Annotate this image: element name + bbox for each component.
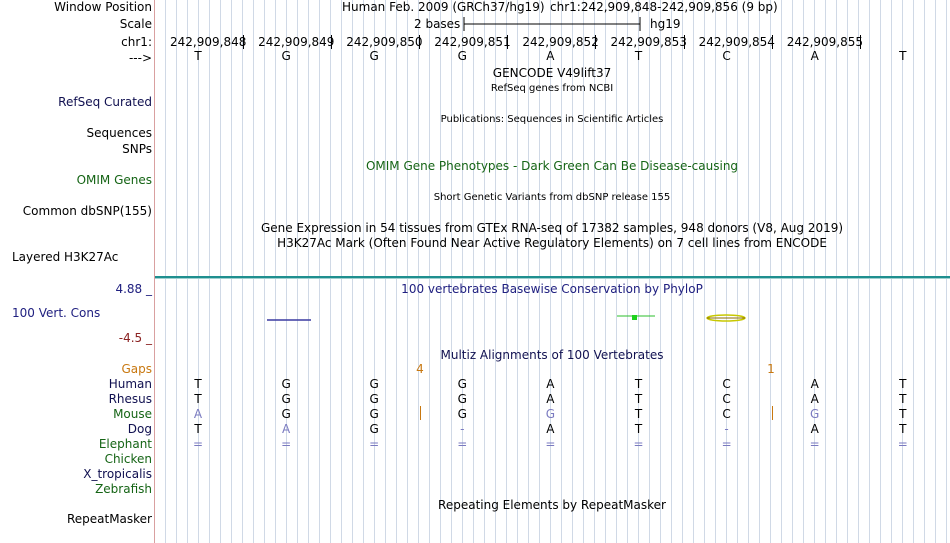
insertion-mark-2 — [772, 406, 773, 420]
dbsnp-title: Short Genetic Variants from dbSNP release 155 — [433, 192, 671, 203]
coordinate-label: 242,909,855 — [786, 35, 864, 49]
grid-line — [308, 0, 309, 543]
grid-line — [803, 0, 804, 543]
grid-line — [319, 0, 320, 543]
grid-line — [231, 0, 232, 543]
alignment-base-dog: - — [724, 422, 729, 436]
alignment-base-mouse: C — [722, 407, 731, 421]
alignment-base-rhesus: T — [194, 392, 202, 406]
reference-base: C — [722, 49, 731, 63]
dbsnp-label[interactable]: Common dbSNP(155) — [22, 204, 152, 218]
grid-line — [781, 0, 782, 543]
grid-line — [352, 0, 353, 543]
alignment-base-mouse: T — [634, 407, 643, 421]
alignment-base-dog: T — [194, 422, 202, 436]
species-rhesus-label: Rhesus — [108, 392, 152, 406]
grid-line — [946, 0, 947, 543]
refseq-subtitle: RefSeq genes from NCBI — [490, 83, 614, 94]
alignment-base-human: C — [722, 377, 731, 391]
alignment-base-dog: A — [281, 422, 291, 436]
grid-line — [693, 0, 694, 543]
phylop-max-label: 4.88 _ — [115, 282, 152, 296]
grid-line — [209, 0, 210, 543]
species-mouse-label: Mouse — [113, 407, 152, 421]
alignment-base-elephant: = — [281, 437, 292, 451]
alignment-base-dog: A — [546, 422, 555, 436]
grid-line — [748, 0, 749, 543]
grid-line — [462, 0, 463, 543]
alignment-base-rhesus: A — [546, 392, 555, 406]
grid-line — [836, 0, 837, 543]
strand-label: ---> — [128, 51, 152, 65]
scale-bar — [463, 17, 643, 31]
coordinate-label: 242,909,851 — [434, 35, 511, 49]
gap-count-2: 1 — [767, 362, 775, 376]
grid-line — [418, 0, 419, 543]
publications-title: Publications: Sequences in Scientific Articles — [440, 114, 664, 125]
grid-line — [715, 0, 716, 543]
alignment-base-elephant: = — [369, 437, 380, 451]
grid-line — [220, 0, 221, 543]
grid-line — [176, 0, 177, 543]
reference-base: T — [899, 49, 907, 63]
gencode-title[interactable]: GENCODE V49lift37 — [492, 66, 612, 80]
alignment-base-mouse: G — [281, 407, 291, 421]
scale-label: Scale — [119, 17, 152, 31]
alignment-base-human: T — [194, 377, 202, 391]
alignment-base-rhesus: T — [899, 392, 907, 406]
species-gaps-label: Gaps — [121, 362, 152, 376]
coordinate-label: 242,909,853 — [610, 35, 687, 49]
insertion-mark-1 — [420, 406, 421, 420]
assembly-title: Human Feb. 2009 (GRCh37/hg19) — [342, 0, 545, 14]
alignment-base-mouse: G — [810, 407, 820, 421]
grid-line — [286, 0, 287, 543]
alignment-base-rhesus: T — [634, 392, 643, 406]
alignment-base-human: A — [810, 377, 819, 391]
window-position-label: Window Position — [54, 0, 152, 14]
reference-base: A — [546, 49, 555, 63]
grid-line — [374, 0, 375, 543]
grid-line — [671, 0, 672, 543]
grid-line — [363, 0, 364, 543]
alignment-base-rhesus: G — [457, 392, 467, 406]
alignment-base-dog: - — [460, 422, 465, 436]
db-text: hg19 — [650, 17, 681, 31]
alignment-base-rhesus: A — [810, 392, 819, 406]
grid-line — [660, 0, 661, 543]
alignment-base-dog: G — [369, 422, 379, 436]
species-human-label: Human — [108, 377, 152, 391]
alignment-base-rhesus: G — [281, 392, 291, 406]
track-group-separator-shadow — [155, 278, 950, 279]
alignment-base-mouse: G — [369, 407, 379, 421]
grid-line — [242, 0, 243, 543]
alignment-base-mouse: A — [193, 407, 203, 421]
grid-line — [902, 0, 903, 543]
grid-line — [484, 0, 485, 543]
alignment-base-human: G — [369, 377, 379, 391]
grid-line — [814, 0, 815, 543]
coordinate-label: 242,909,849 — [258, 35, 335, 49]
alignment-base-elephant: = — [545, 437, 556, 451]
coordinate-label: 242,909,848 — [170, 35, 247, 49]
omim-label[interactable]: OMIM Genes — [76, 173, 152, 187]
grid-line — [792, 0, 793, 543]
grid-line — [759, 0, 760, 543]
h3k27ac-title: H3K27Ac Mark (Often Found Near Active Regulatory Elements) on 7 cell lines from ENCODE — [277, 236, 827, 250]
alignment-base-mouse: G — [545, 407, 556, 421]
repeatmasker-title: Repeating Elements by RepeatMasker — [438, 498, 666, 512]
grid-line — [638, 0, 639, 543]
alignment-base-human: G — [281, 377, 291, 391]
vert-cons-label[interactable]: 100 Vert. Cons — [12, 306, 101, 320]
coordinate-label: 242,909,854 — [698, 35, 775, 49]
grid-line — [429, 0, 430, 543]
h3k27ac-label[interactable]: Layered H3K27Ac — [12, 250, 119, 264]
repeatmasker-label[interactable]: RepeatMasker — [66, 512, 152, 526]
grid-line — [913, 0, 914, 543]
grid-line — [440, 0, 441, 543]
alignment-base-elephant: = — [809, 437, 820, 451]
sequences-label[interactable]: Sequences — [86, 126, 152, 140]
grid-line — [253, 0, 254, 543]
species-chicken-label: Chicken — [104, 452, 152, 466]
track-display[interactable] — [155, 0, 950, 543]
grid-line — [275, 0, 276, 543]
species-zebrafish-label: Zebrafish — [95, 482, 152, 496]
alignment-base-mouse: T — [899, 407, 907, 421]
grid-line — [682, 0, 683, 543]
grid-line — [264, 0, 265, 543]
grid-line — [737, 0, 738, 543]
scale-text: 2 bases — [414, 17, 461, 31]
grid-line — [341, 0, 342, 543]
reference-base: A — [810, 49, 819, 63]
alignment-base-rhesus: G — [369, 392, 379, 406]
alignment-base-human: A — [546, 377, 555, 391]
grid-line — [847, 0, 848, 543]
grid-line — [297, 0, 298, 543]
grid-line — [935, 0, 936, 543]
grid-line — [891, 0, 892, 543]
grid-line — [880, 0, 881, 543]
alignment-base-human: G — [457, 377, 467, 391]
species-elephant-label: Elephant — [98, 437, 152, 451]
grid-line — [649, 0, 650, 543]
omim-title: OMIM Gene Phenotypes - Dark Green Can Be Disease-causing — [365, 159, 739, 173]
grid-line — [924, 0, 925, 543]
gtex-title: Gene Expression in 54 tissues from GTEx RNA-seq of 17382 samples, 948 donors (V8, Aug 2019) — [260, 221, 844, 235]
alignment-base-elephant: = — [457, 437, 468, 451]
chrom-label: chr1: — [121, 35, 152, 49]
alignment-base-human: T — [634, 377, 643, 391]
alignment-base-mouse: G — [457, 407, 467, 421]
grid-line — [627, 0, 628, 543]
alignment-base-dog: A — [810, 422, 819, 436]
grid-line — [407, 0, 408, 543]
alignment-base-elephant: = — [633, 437, 644, 451]
phylop-title: 100 vertebrates Basewise Conservation by PhyloP — [401, 282, 703, 296]
grid-line — [165, 0, 166, 543]
multiz-title: Multiz Alignments of 100 Vertebrates — [440, 348, 664, 362]
refseq-label[interactable]: RefSeq Curated — [58, 95, 152, 109]
grid-line — [187, 0, 188, 543]
alignment-base-dog: T — [899, 422, 907, 436]
grid-line — [726, 0, 727, 543]
coordinate-label: 242,909,852 — [522, 35, 599, 49]
track-labels — [0, 0, 154, 543]
species-dog-label: Dog — [127, 422, 152, 436]
reference-base: T — [194, 49, 202, 63]
reference-base: T — [634, 49, 643, 63]
grid-line — [451, 0, 452, 543]
grid-line — [869, 0, 870, 543]
position-text: chr1:242,909,848-242,909,856 (9 bp) — [550, 0, 778, 14]
alignment-base-elephant: = — [721, 437, 732, 451]
grid-line — [396, 0, 397, 543]
grid-line — [473, 0, 474, 543]
alignment-base-dog: T — [634, 422, 643, 436]
snps-label[interactable]: SNPs — [122, 142, 152, 156]
grid-line — [770, 0, 771, 543]
grid-line — [825, 0, 826, 543]
alignment-base-human: T — [899, 377, 907, 391]
grid-line — [704, 0, 705, 543]
grid-line — [330, 0, 331, 543]
alignment-base-elephant: = — [897, 437, 908, 451]
coordinate-label: 242,909,850 — [346, 35, 423, 49]
grid-line — [858, 0, 859, 543]
reference-base: G — [281, 49, 291, 63]
reference-base: G — [457, 49, 467, 63]
phylop-marks — [255, 308, 755, 328]
gap-count-1: 4 — [416, 362, 424, 376]
reference-base: G — [369, 49, 379, 63]
phylop-min-label: -4.5 _ — [118, 331, 152, 345]
alignment-base-elephant: = — [192, 437, 204, 451]
grid-line — [385, 0, 386, 543]
alignment-base-rhesus: C — [722, 392, 731, 406]
grid-line — [198, 0, 199, 543]
species-xtropicalis-label: X_tropicalis — [83, 467, 152, 481]
grid-line — [616, 0, 617, 543]
